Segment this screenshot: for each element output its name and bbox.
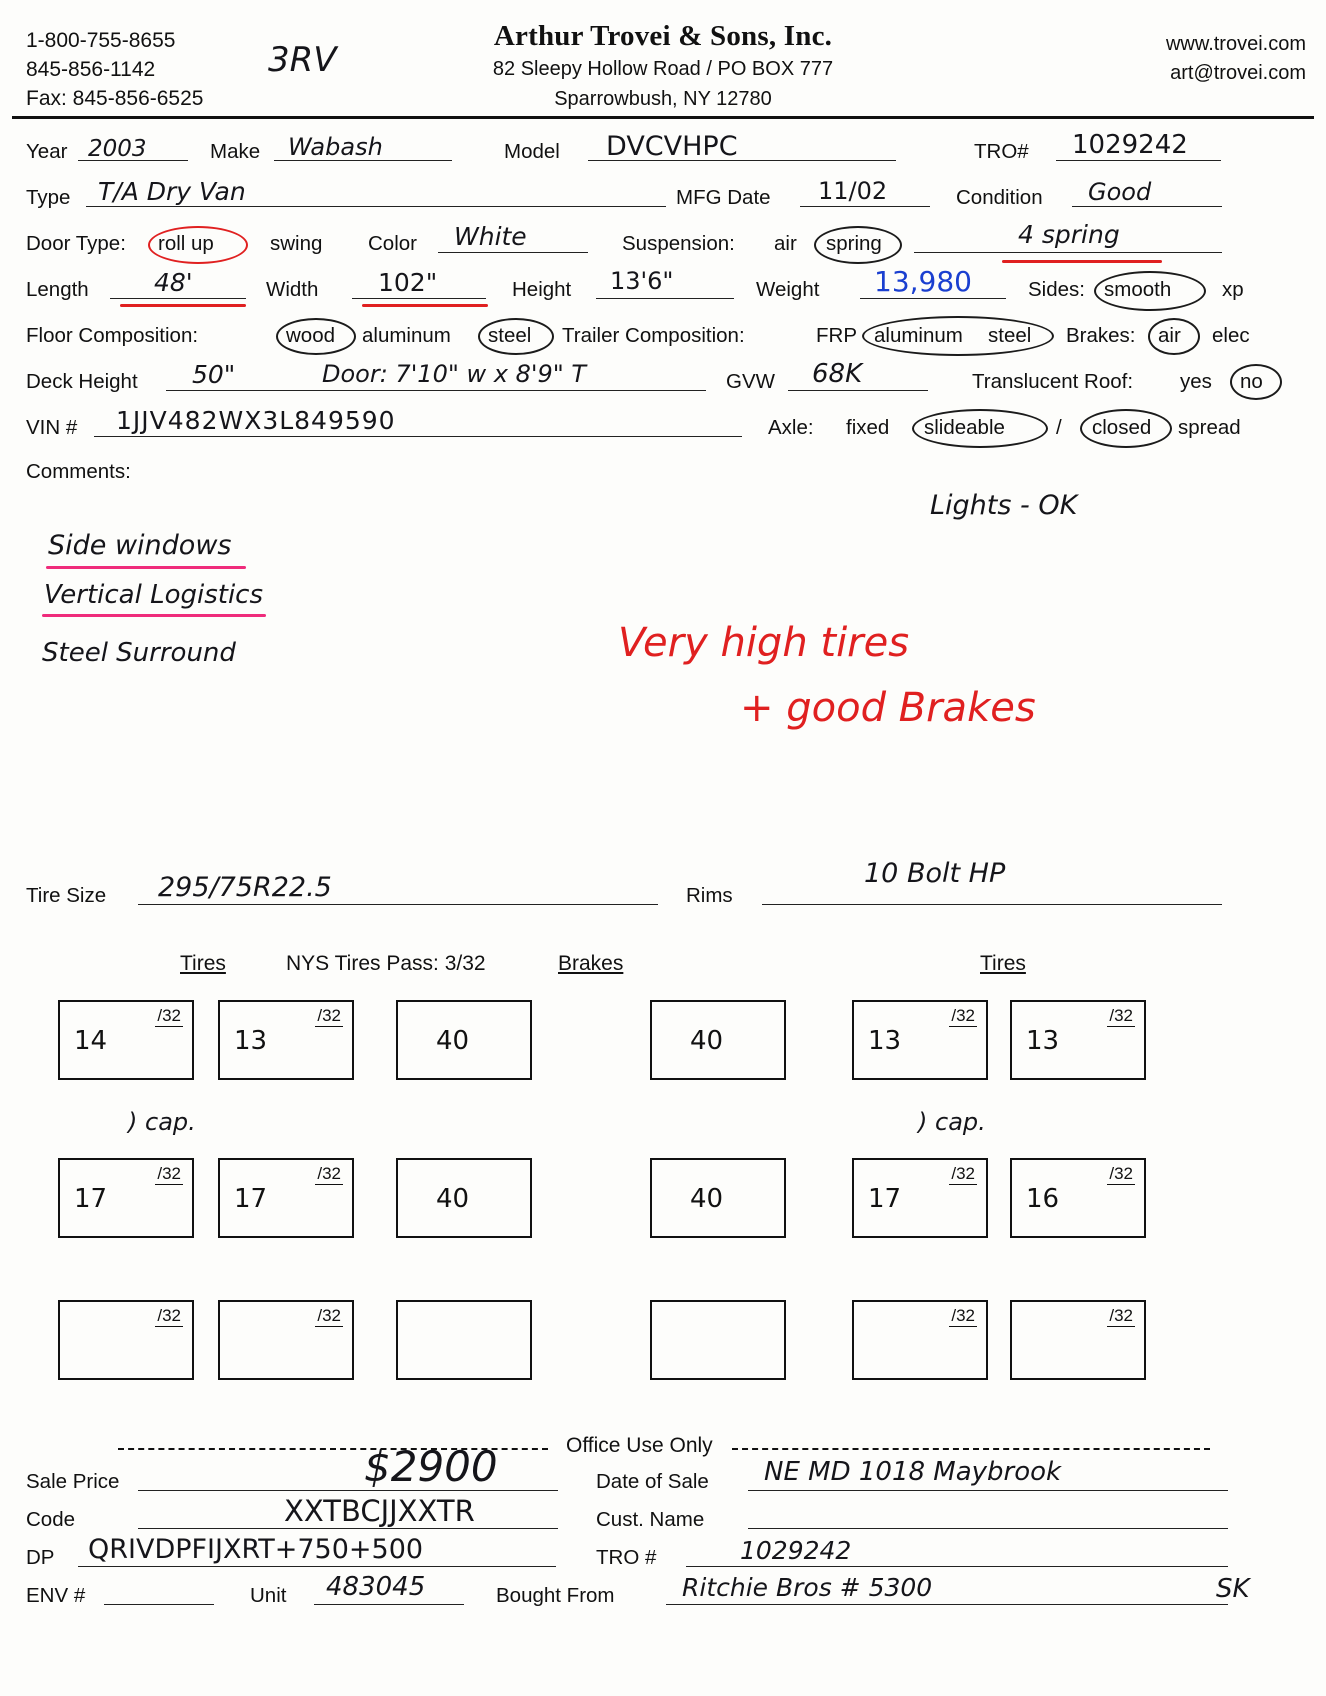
label-sale-price: Sale Price xyxy=(26,1470,120,1493)
option-trailer-frp[interactable]: FRP xyxy=(816,324,857,347)
comment-lights-ok: Lights - OK xyxy=(930,490,1078,521)
row-door-color-suspension xyxy=(26,220,1310,262)
value-tire-size: 295/75R22.5 xyxy=(158,872,332,903)
circle-roof-no xyxy=(1230,364,1282,400)
frac-label: /32 xyxy=(157,1006,181,1025)
tire-depth-value: 13 xyxy=(868,1026,902,1056)
comment-vertical-logistics: Vertical Logistics xyxy=(44,580,264,610)
label-sides: Sides: xyxy=(1028,278,1085,301)
circle-brakes-air xyxy=(1148,318,1200,355)
label-model: Model xyxy=(504,140,560,163)
brake-value: 40 xyxy=(436,1184,470,1214)
tire-cell-left-inner-1[interactable] xyxy=(218,1000,354,1080)
brake-cell-left-3[interactable] xyxy=(396,1300,532,1380)
frac-label: /32 xyxy=(951,1306,975,1325)
label-height: Height xyxy=(512,278,572,301)
frac-label: /32 xyxy=(157,1306,181,1325)
label-dp: DP xyxy=(26,1546,55,1569)
tire-cell-right-outer-3[interactable] xyxy=(1010,1300,1146,1380)
value-door-dimensions: Door: 7'10" w x 8'9" T xyxy=(322,360,587,388)
option-trailer-aluminum[interactable]: aluminum xyxy=(874,324,963,347)
label-rims: Rims xyxy=(686,884,733,907)
value-gvw: 68K xyxy=(812,359,863,389)
option-xp[interactable]: xp xyxy=(1222,278,1244,301)
option-brakes-elec[interactable]: elec xyxy=(1212,324,1250,347)
tire-depth-value: 16 xyxy=(1026,1184,1060,1214)
label-suspension: Suspension: xyxy=(622,232,735,255)
underline-suspension-note xyxy=(1002,260,1162,263)
value-initials: SK xyxy=(1216,1574,1250,1604)
label-translucent-roof: Translucent Roof: xyxy=(972,370,1134,393)
underline-side-windows xyxy=(46,566,246,569)
row-type-mfg-condition xyxy=(26,177,1310,216)
phone-toll-free: 1-800-755-8655 xyxy=(26,29,176,52)
frac-label: /32 xyxy=(1109,1164,1133,1183)
tire-cell-right-inner-1[interactable] xyxy=(852,1000,988,1080)
tire-cell-left-inner-3[interactable] xyxy=(218,1300,354,1380)
option-swing[interactable]: swing xyxy=(270,232,323,255)
label-code: Code xyxy=(26,1508,76,1531)
circle-closed xyxy=(1080,409,1172,448)
label-date-of-sale: Date of Sale xyxy=(596,1470,709,1493)
option-axle-closed[interactable]: closed xyxy=(1092,416,1152,439)
value-make: Wabash xyxy=(288,133,383,161)
label-weight: Weight xyxy=(756,278,820,301)
label-tire-size: Tire Size xyxy=(26,884,107,907)
tire-cell-right-inner-3[interactable] xyxy=(852,1300,988,1380)
brake-cell-right-3[interactable] xyxy=(650,1300,786,1380)
label-gvw: GVW xyxy=(726,370,775,393)
circle-slideable xyxy=(912,409,1048,448)
label-axle: Axle: xyxy=(768,416,814,439)
comment-side-windows: Side windows xyxy=(48,530,232,561)
value-tro-office: 1029242 xyxy=(740,1536,852,1565)
header-nys-pass: NYS Tires Pass: 3/32 xyxy=(286,952,486,975)
label-deck-height: Deck Height xyxy=(26,370,138,393)
tire-depth-value: 13 xyxy=(1026,1026,1060,1056)
label-tro: TRO# xyxy=(974,140,1029,163)
label-unit: Unit xyxy=(250,1584,287,1607)
value-deck-height: 50" xyxy=(192,360,236,389)
comment-steel-surround: Steel Surround xyxy=(42,638,236,668)
label-width: Width xyxy=(266,278,319,301)
label-type: Type xyxy=(26,186,71,209)
label-tro-office: TRO # xyxy=(596,1546,657,1569)
value-vin: 1JJV482WX3L849590 xyxy=(116,406,396,435)
header-brakes: Brakes xyxy=(558,952,624,975)
circle-trailer-steel xyxy=(862,316,1054,356)
brake-cell-left-1[interactable] xyxy=(396,1000,532,1080)
value-year: 2003 xyxy=(88,136,147,162)
frac-label: /32 xyxy=(951,1006,975,1025)
frac-label: /32 xyxy=(951,1164,975,1183)
option-air[interactable]: air xyxy=(774,232,797,255)
field-cust-name[interactable] xyxy=(748,1506,1228,1529)
tire-cell-left-outer-2[interactable] xyxy=(58,1158,194,1238)
brake-value: 40 xyxy=(690,1026,724,1056)
tire-depth-value: 17 xyxy=(868,1184,902,1214)
label-door-type: Door Type: xyxy=(26,232,126,255)
label-year: Year xyxy=(26,140,68,163)
value-type: T/A Dry Van xyxy=(98,177,246,206)
company-address-line1: 82 Sleepy Hollow Road / PO BOX 777 xyxy=(492,58,834,80)
tire-cell-left-inner-2[interactable] xyxy=(218,1158,354,1238)
header-tires-left: Tires xyxy=(180,952,226,975)
company-name: Arthur Trovei & Sons, Inc. xyxy=(493,20,833,52)
brake-value: 40 xyxy=(690,1184,724,1214)
value-model: DVCVHPC xyxy=(606,131,738,162)
brake-cell-right-1[interactable] xyxy=(650,1000,786,1080)
option-roof-no[interactable]: no xyxy=(1240,370,1263,393)
brake-cell-right-2[interactable] xyxy=(650,1158,786,1238)
value-code: XXTBCJJXXTR xyxy=(284,1494,475,1528)
comment-very-high-tires: Very high tires xyxy=(618,620,910,666)
tire-depth-value: 14 xyxy=(74,1026,108,1056)
option-floor-steel[interactable]: steel xyxy=(488,324,532,347)
row-dimensions xyxy=(26,265,1310,308)
tire-depth-value: 13 xyxy=(234,1026,268,1056)
fax-number: Fax: 845-856-6525 xyxy=(26,87,204,110)
frac-label: /32 xyxy=(157,1164,181,1183)
option-spring[interactable]: spring xyxy=(826,232,882,255)
axle-separator: / xyxy=(1056,416,1062,439)
option-smooth[interactable]: smooth xyxy=(1104,278,1172,301)
header-divider xyxy=(12,116,1314,119)
option-brakes-air[interactable]: air xyxy=(1158,324,1181,347)
web-block xyxy=(1166,30,1306,88)
tire-cell-right-inner-2[interactable] xyxy=(852,1158,988,1238)
circle-smooth xyxy=(1094,271,1206,311)
option-axle-spread[interactable]: spread xyxy=(1178,416,1241,439)
value-suspension-note: 4 spring xyxy=(1018,220,1120,249)
frac-label: /32 xyxy=(1109,1306,1133,1325)
phone-local: 845-856-1142 xyxy=(26,58,156,81)
value-bought-from: Ritchie Bros # 5300 xyxy=(682,1573,933,1602)
label-color: Color xyxy=(368,232,417,255)
company-block xyxy=(0,20,1326,113)
office-use-title: Office Use Only xyxy=(566,1434,713,1457)
brake-cell-left-2[interactable] xyxy=(396,1158,532,1238)
label-vin: VIN # xyxy=(26,416,78,439)
label-make: Make xyxy=(210,140,261,163)
divider-dashed-right xyxy=(732,1448,1210,1450)
label-floor-composition: Floor Composition: xyxy=(26,324,199,347)
circle-steel-floor xyxy=(478,318,554,355)
label-trailer-composition: Trailer Composition: xyxy=(562,324,745,347)
label-length: Length xyxy=(26,278,89,301)
value-tro: 1029242 xyxy=(1072,130,1188,160)
option-trailer-steel[interactable]: steel xyxy=(988,324,1032,347)
underline-width xyxy=(362,304,488,307)
tire-cell-left-outer-1[interactable] xyxy=(58,1000,194,1080)
value-condition: Good xyxy=(1088,178,1152,206)
value-dp: QRIVDPFIJXRT+750+500 xyxy=(88,1534,424,1565)
tire-cell-right-outer-2[interactable] xyxy=(1010,1158,1146,1238)
option-roof-yes[interactable]: yes xyxy=(1180,370,1212,393)
label-mfg-date: MFG Date xyxy=(676,186,771,209)
option-floor-aluminum[interactable]: aluminum xyxy=(362,324,451,347)
option-roll-up[interactable]: roll up xyxy=(158,232,214,255)
row-vin-axle xyxy=(26,406,1310,446)
website: www.trovei.com xyxy=(1165,33,1306,55)
underline-vertical-logistics xyxy=(42,614,266,617)
form-header xyxy=(0,0,1326,118)
circle-spring xyxy=(814,226,902,264)
row-year-make-model xyxy=(26,130,1310,170)
label-bought-from: Bought From xyxy=(496,1584,615,1607)
tire-depth-value: 17 xyxy=(74,1184,108,1214)
circle-wood xyxy=(276,318,356,355)
header-tires-right: Tires xyxy=(980,952,1026,975)
corner-handwritten-note: 3RV xyxy=(268,40,337,80)
value-weight: 13,980 xyxy=(874,265,972,298)
tire-depth-value: 17 xyxy=(234,1184,268,1214)
underline-length xyxy=(120,304,246,307)
value-color: White xyxy=(454,222,527,251)
option-floor-wood[interactable]: wood xyxy=(286,324,336,347)
tire-cell-right-outer-1[interactable] xyxy=(1010,1000,1146,1080)
option-axle-fixed[interactable]: fixed xyxy=(846,416,890,439)
label-condition: Condition xyxy=(956,186,1043,209)
note-cap-left: ) cap. xyxy=(128,1108,196,1136)
value-rims: 10 Bolt HP xyxy=(864,858,1006,889)
note-cap-right: ) cap. xyxy=(918,1108,986,1136)
label-env: ENV # xyxy=(26,1584,86,1607)
value-length: 48' xyxy=(154,268,193,297)
frac-label: /32 xyxy=(317,1006,341,1025)
value-height: 13'6" xyxy=(610,267,674,295)
circle-roll-up xyxy=(148,226,248,264)
label-cust-name: Cust. Name xyxy=(596,1508,705,1531)
value-unit: 483045 xyxy=(326,1572,426,1602)
value-width: 102" xyxy=(378,268,438,297)
value-mfg-date: 11/02 xyxy=(818,177,888,205)
frac-label: /32 xyxy=(1109,1006,1133,1025)
row-comments-label xyxy=(26,456,1310,483)
value-sale-price: $2900 xyxy=(364,1442,498,1491)
row-composition xyxy=(26,320,1310,354)
brake-value: 40 xyxy=(436,1026,470,1056)
comment-good-brakes: + good Brakes xyxy=(740,685,1036,731)
frac-label: /32 xyxy=(317,1306,341,1325)
label-comments: Comments: xyxy=(26,460,131,483)
value-date-of-sale: NE MD 1018 Maybrook xyxy=(764,1457,1062,1487)
tire-cell-left-outer-3[interactable] xyxy=(58,1300,194,1380)
field-env[interactable] xyxy=(104,1582,214,1605)
option-axle-slideable[interactable]: slideable xyxy=(924,416,1005,439)
row-deck-gvw-roof xyxy=(26,359,1310,400)
frac-label: /32 xyxy=(317,1164,341,1183)
label-brakes: Brakes: xyxy=(1066,324,1136,347)
company-address-line2: Sparrowbush, NY 12780 xyxy=(554,88,772,110)
email: art@trovei.com xyxy=(1170,62,1306,84)
